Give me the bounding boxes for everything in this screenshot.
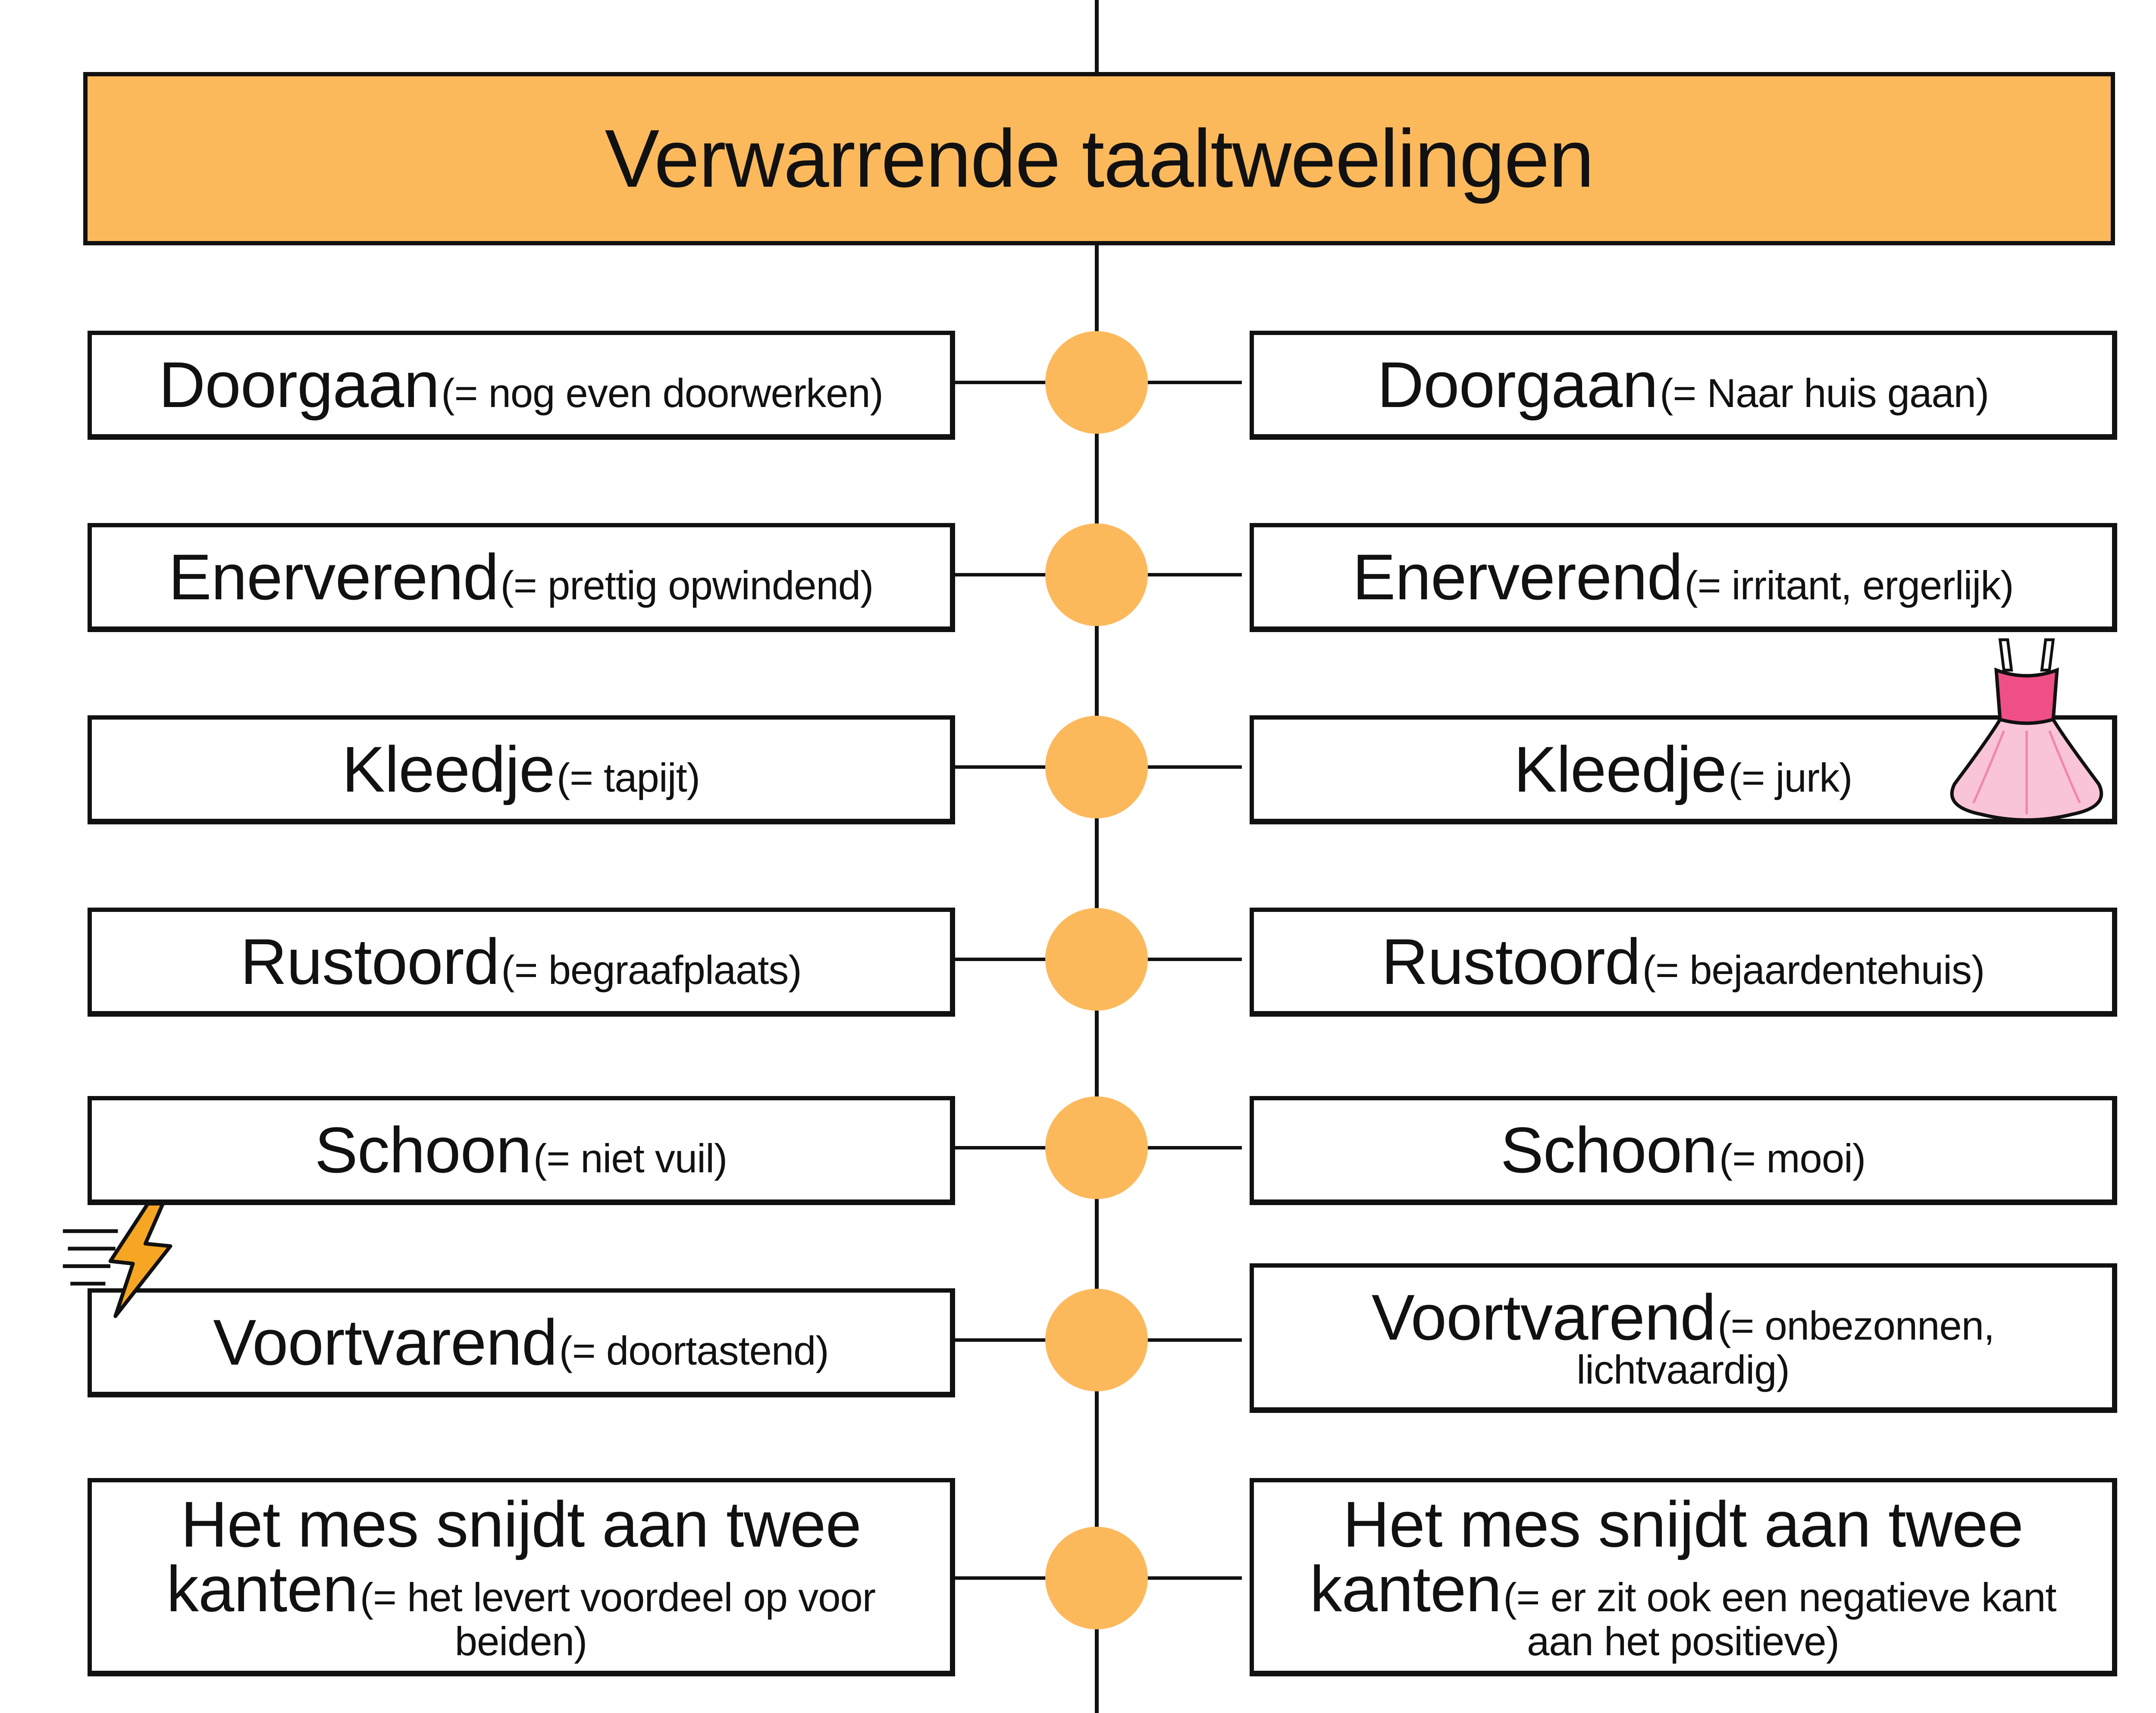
left-card-enerverend <box>88 523 955 632</box>
card-definition: (= doortastend) <box>559 1328 829 1373</box>
right-card-voortvarend <box>1250 1263 2117 1413</box>
timeline-axis <box>1095 0 1099 1713</box>
timeline-dot <box>1045 1289 1148 1391</box>
right-card-text <box>1319 1281 2047 1392</box>
left-card-text <box>135 1488 907 1664</box>
right-card-doorgaan <box>1250 331 2117 440</box>
card-term: Enerverend <box>1352 541 1683 613</box>
card-definition: (= Naar huis gaan) <box>1660 370 1989 416</box>
card-term: Voortvarend <box>213 1306 558 1378</box>
timeline-dot <box>1045 908 1148 1011</box>
card-definition: (= het levert voordeel op voor beiden) <box>360 1574 876 1664</box>
right-card-text <box>1377 348 1989 421</box>
card-term: Schoon <box>314 1114 532 1186</box>
right-card-enerverend <box>1250 523 2117 632</box>
left-card-text <box>314 1114 727 1186</box>
page-title: Verwarrende taaltweelingen <box>605 113 1594 204</box>
timeline-dot <box>1045 523 1148 626</box>
right-card-text <box>1352 541 2014 613</box>
timeline-dot <box>1045 331 1148 434</box>
left-card-kleedje <box>88 715 955 824</box>
timeline-dot <box>1045 716 1148 818</box>
left-card-text <box>168 541 874 613</box>
card-term: Rustoord <box>240 925 499 998</box>
card-definition: (= nog even doorwerken) <box>441 370 883 416</box>
timeline-dot <box>1045 1096 1148 1199</box>
right-card-het-mes <box>1250 1478 2117 1676</box>
left-card-rustoord <box>88 908 955 1017</box>
card-term: Voortvarend <box>1371 1281 1716 1353</box>
left-card-schoon <box>88 1096 955 1205</box>
card-term: Het mes snijdt aan twee kanten <box>166 1488 861 1625</box>
card-definition: (= mooi) <box>1719 1136 1866 1181</box>
card-term: Het mes snijdt aan twee kanten <box>1310 1488 2023 1625</box>
left-card-text <box>159 348 883 421</box>
right-card-rustoord <box>1250 908 2117 1017</box>
card-definition: (= onbezonnen, lichtvaardig) <box>1576 1303 1995 1392</box>
left-card-text <box>240 925 802 998</box>
right-card-text <box>1381 925 1985 998</box>
card-term: Enerverend <box>168 541 499 613</box>
title-banner <box>83 72 2115 245</box>
right-card-text <box>1500 1114 1866 1186</box>
right-card-text <box>1280 1488 2086 1664</box>
card-definition: (= tapijt) <box>556 755 700 800</box>
card-definition: (= prettig opwindend) <box>500 563 874 608</box>
left-card-voortvarend <box>88 1288 955 1397</box>
card-term: Doorgaan <box>1377 348 1658 421</box>
card-term: Kleedje <box>342 733 555 805</box>
card-term: Doorgaan <box>159 348 439 421</box>
left-card-het-mes <box>88 1478 955 1676</box>
card-definition: (= begraafplaats) <box>501 947 802 993</box>
right-card-text <box>1514 733 1852 805</box>
card-definition: (= jurk) <box>1728 755 1852 800</box>
card-term: Schoon <box>1500 1114 1717 1186</box>
card-definition: (= bejaardentehuis) <box>1642 947 1985 993</box>
card-term: Kleedje <box>1514 733 1727 805</box>
card-term: Rustoord <box>1381 925 1641 998</box>
lightning-bolt-icon <box>60 1199 185 1324</box>
right-card-schoon <box>1250 1096 2117 1205</box>
timeline-dot <box>1045 1527 1148 1629</box>
dress-icon <box>1932 636 2122 826</box>
card-definition: (= niet vuil) <box>533 1136 727 1181</box>
card-definition: (= irritant, ergerlijk) <box>1684 563 2014 608</box>
card-definition: (= er zit ook een negatieve kant aan het positieve) <box>1503 1574 2056 1664</box>
left-card-doorgaan <box>88 331 955 440</box>
left-card-text <box>342 733 700 805</box>
left-card-text <box>213 1306 829 1378</box>
